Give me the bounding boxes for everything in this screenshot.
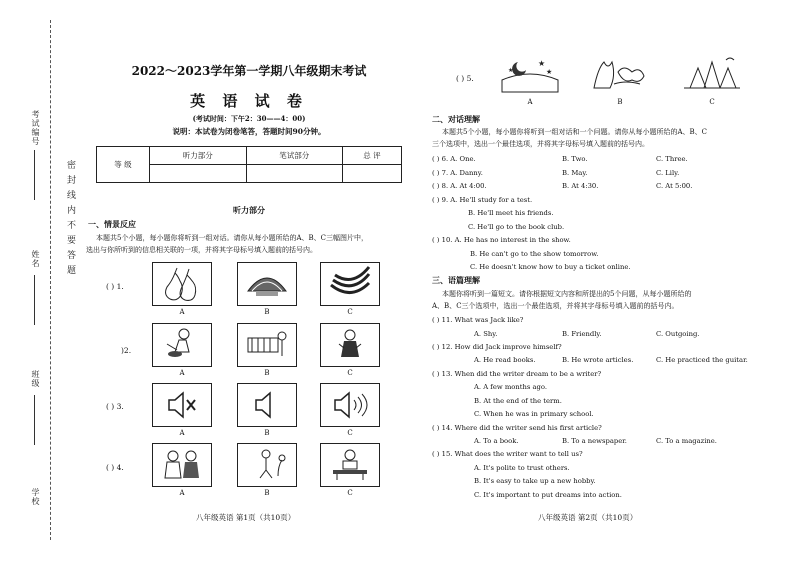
q4-label-c: C [347,489,353,497]
q14-option-b[interactable]: B. To a newspaper. [562,437,627,445]
q9-option-c[interactable]: C. He'll go to the book club. [468,223,565,231]
q1-label-c: C [347,308,353,316]
seal-text: 密封线内不要答题 [65,160,75,280]
q2-label[interactable]: )2. [121,346,132,355]
q3-option-b-volume-low-icon[interactable] [237,383,297,427]
total-score-cell[interactable] [343,165,402,183]
q2-option-c-singer-image[interactable] [320,323,380,367]
subject-title: 英 语 试 卷 [190,92,308,110]
q2-label-b: B [264,369,270,377]
school-label: 学校 [31,488,40,506]
q13-stem[interactable]: ( ) 13. When did the writer dream to be a writer? [432,370,602,378]
q11-stem[interactable]: ( ) 11. What was Jack like? [432,316,524,324]
q7-option-b[interactable]: B. May. [562,169,588,177]
q6-option-c[interactable]: C. Three. [656,155,688,163]
q12-stem[interactable]: ( ) 12. How did Jack improve himself? [432,343,562,351]
q5-label-a: A [527,98,533,106]
q11-option-c[interactable]: C. Outgoing. [656,330,700,338]
q6-option-a[interactable]: ( ) 6. A. One. [432,155,476,163]
q2-label-c: C [347,369,353,377]
q1-option-c-bananas-image[interactable] [320,262,380,306]
q2-option-b-piano-image[interactable] [237,323,297,367]
q4-option-c-student-desk-image[interactable] [320,443,380,487]
q9-option-b[interactable]: B. He'll meet his friends. [468,209,554,217]
q7-option-a[interactable]: ( ) 7. A. Danny. [432,169,483,177]
q15-option-a[interactable]: A. It's polite to trust others. [474,464,570,472]
q5-option-b-windy-image[interactable] [588,52,652,96]
listening-header: 听力部分 [150,147,247,165]
svg-text:★: ★ [538,59,546,68]
q5-label[interactable]: ( ) 5. [456,74,474,83]
section3-intro-1: 本题你将听到一篇短文。请你根据短文内容和所提出的5个问题，从每小题所给的 [442,290,692,298]
section1-heading: 一、情景反应 [88,219,136,229]
section2-heading: 二、对话理解 [432,114,480,124]
q1-option-a-pear-image[interactable] [152,262,212,306]
section3-intro-2: A、B、C三个选项中，选出一个最佳选项，并将其字母标号填入题前的括号内。 [432,302,679,310]
q1-label[interactable]: ( ) 1. [106,282,124,291]
q8-option-c[interactable]: C. At 5:00. [656,182,693,190]
q4-label[interactable]: ( ) 4. [106,463,124,472]
q4-label-a: A [179,489,185,497]
q14-stem[interactable]: ( ) 14. Where did the writer send his first article? [432,424,602,432]
listening-title: 听力部分 [233,205,265,215]
q13-option-c[interactable]: C. When he was in primary school. [474,410,594,418]
q14-option-a[interactable]: A. To a book. [474,437,519,445]
q3-label[interactable]: ( ) 3. [106,402,124,411]
q8-option-b[interactable]: B. At 4:30. [562,182,599,190]
q3-label-a: A [179,429,185,437]
q3-label-b: B [264,429,270,437]
q12-option-c[interactable]: C. He practiced the guitar. [656,356,748,364]
q15-option-b[interactable]: B. It's easy to take up a new hobby. [474,477,596,485]
q1-label-a: A [179,308,185,316]
listening-score-cell[interactable] [150,165,247,183]
grade-label: 等 级 [97,147,150,183]
q8-option-a[interactable]: ( ) 8. A. At 4:00. [432,182,487,190]
q5-label-c: C [709,98,715,106]
q4-option-b-planting-scene-image[interactable] [237,443,297,487]
seal-line [50,20,51,540]
section3-heading: 三、语篇理解 [432,275,480,285]
q9-option-a[interactable]: ( ) 9. A. He'll study for a test. [432,196,533,204]
written-score-cell[interactable] [246,165,343,183]
page-2-footer: 八年级英语 第2页（共10页） [538,513,638,522]
name-label: 姓名 [31,250,40,268]
total-header: 总 评 [343,147,402,165]
section1-intro-2: 选出与你所听到的信息相关联的一项，并将其字母标号填入题前的括号内。 [86,246,317,254]
section2-intro-2: 三个选项中，选出一个最佳选项，并将其字母标号填入题前的括号内。 [432,140,649,148]
page-1-footer: 八年级英语 第1页（共10页） [196,513,296,522]
svg-text:★: ★ [508,67,514,74]
q7-option-c[interactable]: C. Lily. [656,169,680,177]
q4-label-b: B [264,489,270,497]
q10-option-c[interactable]: C. He doesn't know how to buy a ticket online. [470,263,631,271]
q5-label-b: B [617,98,623,106]
page-1 [86,0,412,562]
q6-option-b[interactable]: B. Two. [562,155,588,163]
page-2 [428,0,788,562]
q1-option-b-watermelon-image[interactable] [237,262,297,306]
q13-option-a[interactable]: A. A few months ago. [474,383,548,391]
section2-intro-1: 本题共5个小题，每小题你将听到一组对话和一个问题。请你从每小题所给的A、B、C [442,128,708,136]
q2-label-a: A [179,369,185,377]
exam-time: (考试时间：下午2：30——4：00) [192,114,306,123]
q15-option-c[interactable]: C. It's important to put dreams into action. [474,491,622,499]
q10-option-a[interactable]: ( ) 10. A. He has no interest in the show. [432,236,571,244]
q3-option-a-mute-icon[interactable] [152,383,212,427]
q11-option-b[interactable]: B. Friendly. [562,330,602,338]
q5-option-a-night-sky-image[interactable] [498,52,562,96]
q11-option-a[interactable]: A. Shy. [474,330,498,338]
exam-number-label: 考试编号 [31,110,40,146]
q1-label-b: B [264,308,270,316]
q4-option-a-doctor-scene-image[interactable] [152,443,212,487]
score-table [96,146,402,183]
exam-note: 说明：本试卷为闭卷笔答，答题时间90分钟。 [172,127,326,136]
q10-option-b[interactable]: B. He can't go to the show tomorrow. [470,250,599,258]
section1-intro-1: 本题共5个小题，每小题你将听到一组对话。请你从每小题所给的A、B、C三幅图片中， [96,234,369,242]
q3-option-c-volume-high-icon[interactable] [320,383,380,427]
svg-text:★: ★ [546,68,553,76]
q13-option-b[interactable]: B. At the end of the term. [474,397,562,405]
exam-title: 2022～2023学年第一学期八年级期末考试 [131,64,367,78]
written-header: 笔试部分 [246,147,343,165]
q15-stem[interactable]: ( ) 15. What does the writer want to tell us? [432,450,583,458]
q14-option-c[interactable]: C. To a magazine. [656,437,717,445]
q12-option-b[interactable]: B. He wrote articles. [562,356,634,364]
q5-option-c-forest-image[interactable] [680,52,744,96]
q12-option-a[interactable]: A. He read books. [474,356,536,364]
binding-margin [0,0,78,562]
class-label: 班级 [31,370,40,388]
q3-label-c: C [347,429,353,437]
q2-option-a-drummer-image[interactable] [152,323,212,367]
